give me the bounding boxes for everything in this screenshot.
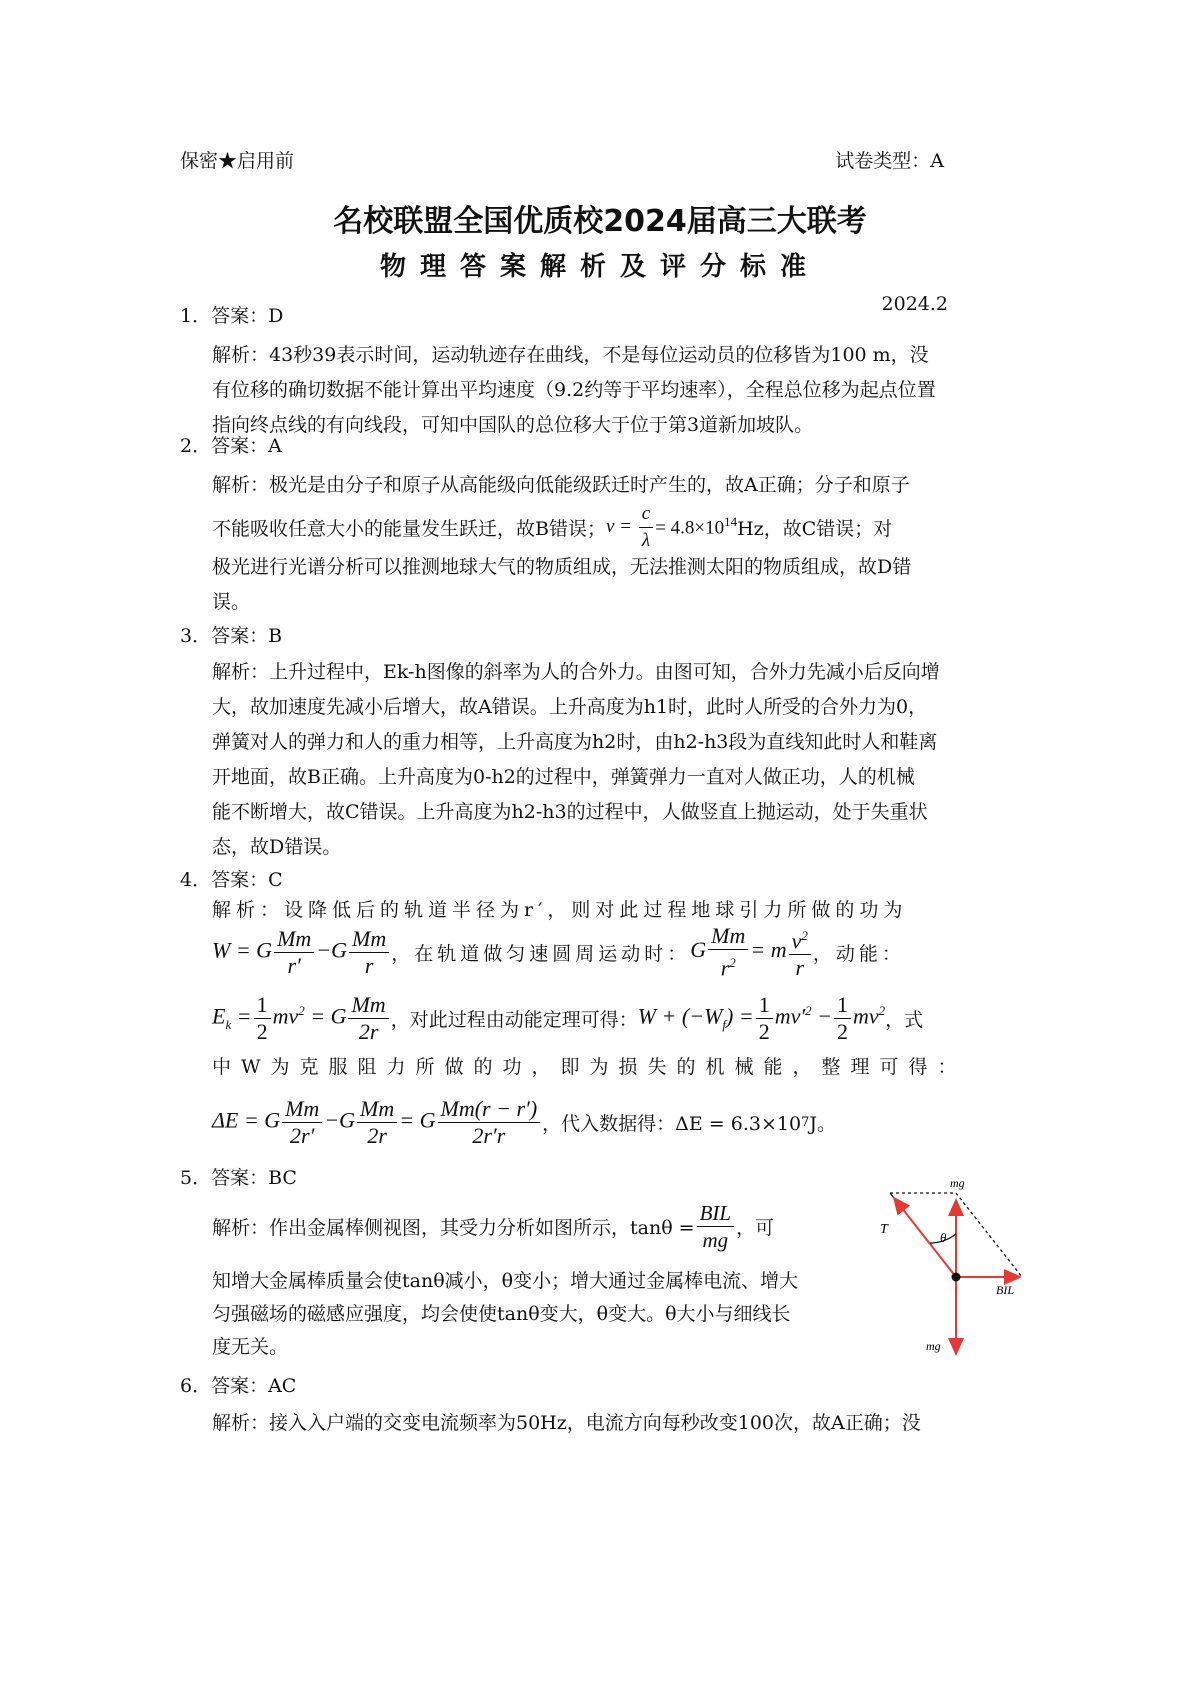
frequency-formula: ν = $\frac{c}{\lambda}$ — [606, 501, 655, 554]
q3-line-6: 态，故D错误。 — [212, 836, 342, 858]
q1-answer: 1．答案：D — [180, 305, 284, 327]
theta-label: θ — [940, 1230, 947, 1245]
tension-arrow — [894, 1198, 956, 1277]
q2-line-2-text: 不能吸收任意大小的能量发生跃迁，故B错误； — [212, 517, 606, 540]
mg-top-label: mg — [950, 1176, 965, 1190]
q6-answer: 6．答案：AC — [180, 1375, 297, 1397]
q5-line-2: 知增大金属棒质量会使tanθ减小，θ变小；增大通过金属棒电流、增大 — [212, 1270, 799, 1292]
bil-over-mg-fraction: $\frac{\text{BIL}}{mg}$ — [697, 1200, 735, 1253]
q5-answer: 5．答案：BC — [180, 1167, 297, 1189]
q3-line-1: 解析：上升过程中，Ek-h图像的斜率为人的合外力。由图可知，合外力先减小后反向增 — [212, 661, 940, 683]
q1-line-2: 有位移的确切数据不能计算出平均速度（9.2约等于平均速率），全程总位移为起点位置 — [212, 379, 936, 401]
q4-answer: 4．答案：C — [180, 869, 283, 891]
q5-line-3: 匀强磁场的磁感应强度，均会使使tanθ变大，θ变大。θ大小与细线长 — [212, 1303, 791, 1325]
q2-answer: 2．答案：A — [180, 435, 282, 457]
q4-line-3-mid: ，对此过程由动能定理可得： — [390, 1008, 638, 1031]
kinetic-energy-formula: $E_k$ = $\frac{1}{2}$ $mv^2 = G$ $\frac{Mm}{2r}$ — [212, 992, 391, 1045]
work-energy-theorem: $W + (-W_f)$ = $\frac{1}{2}$ $mv'^2$ − $\frac{1}{2}$ $mv^2$ — [637, 991, 886, 1044]
q5-line-1-end: ，可 — [736, 1216, 775, 1239]
q4-line-4: 中W为克服阻力所做的功，即为损失的机械能，整理可得： — [212, 1056, 967, 1078]
dashed-side-line — [956, 1193, 1022, 1277]
q5-line-1-text: 解析：作出金属棒侧视图，其受力分析如图所示，tanθ = — [212, 1216, 695, 1239]
q4-line-2-mid: ，在轨道做匀速圆周运动时： — [391, 942, 691, 965]
q4-line-1: 解析：设降低后的轨道半径为r′，则对此过程地球引力所做的功为 — [212, 899, 908, 921]
exam-date: 2024.2 — [881, 293, 948, 315]
q4-line-3 — [212, 988, 1020, 1048]
q2-line-1: 解析：极光是由分子和原子从高能级向低能级跃迁时产生的，故A正确；分子和原子 — [212, 474, 910, 496]
q5-line-1 — [212, 1200, 812, 1252]
confidential-mark: 保密★启用前 — [180, 150, 295, 172]
q3-line-3: 弹簧对人的弹力和人的重力相等，上升高度为h2时，由h2-h3段为直线知此时人和鞋离 — [212, 731, 938, 753]
q4-line-5-end: J。 — [809, 1112, 836, 1135]
energy-loss-formula: ΔE = G $\frac{Mm}{2r'}$ −G $\frac{Mm}{2r}$ = G $\frac{Mm(r - r')}{2r'r}$ — [212, 1096, 542, 1149]
tension-label: T — [880, 1222, 888, 1237]
q4-line-3-end: ，式 — [885, 1008, 924, 1031]
q3-line-2: 大，故加速度先减小后增大，故A错误。上升高度为h1时，此时人所受的合外力为0， — [212, 696, 928, 718]
q4-line-2 — [212, 922, 1020, 982]
frequency-value: = $4.8\times 10^{14}$ — [655, 514, 738, 539]
work-formula: W = G $\frac{Mm}{r'}$ −G $\frac{Mm}{r}$ — [212, 926, 391, 979]
q2-line-2 — [212, 502, 1020, 551]
metal-rod — [952, 1273, 961, 1282]
mg-bottom-label: mg — [926, 1339, 941, 1353]
circular-motion-formula: G $\frac{Mm}{r^2}$ = m $\frac{v^2}{r}$ — [690, 923, 813, 981]
q2-line-3: 极光进行光谱分析可以推测地球大气的物质组成，无法推测太阳的物质组成，故D错 — [212, 556, 912, 578]
q3-line-5: 能不断增大，故C错误。上升高度为h2-h3的过程中，人做竖直上抛运动，处于失重状 — [212, 801, 928, 823]
q6-line-1: 解析：接入入户端的交变电流频率为50Hz，电流方向每秒改变100次，故A正确；没 — [212, 1412, 921, 1434]
q5-line-4: 度无关。 — [212, 1336, 289, 1358]
page-subtitle: 物理答案解析及评分标准 — [379, 252, 820, 282]
q2-line-4: 误。 — [212, 591, 251, 613]
q4-line-2-end: ，动能： — [812, 942, 905, 965]
page-title: 名校联盟全国优质校2024届高三大联考 — [333, 204, 867, 239]
force-diagram — [880, 1170, 1080, 1400]
q4-line-5 — [212, 1092, 1020, 1152]
q3-line-4: 开地面，故B正确。上升高度为0-h2的过程中，弹簧弹力一直对人做正功，人的机械 — [212, 766, 915, 788]
q1-line-3: 指向终点线的有向线段，可知中国队的总位移大于位于第3道新加坡队。 — [212, 414, 814, 436]
q2-line-2-end: Hz，故C错误；对 — [737, 517, 893, 540]
q4-exponent: 7 — [801, 1114, 810, 1130]
q1-line-1: 解析：43秒39表示时间，运动轨迹存在曲线，不是每位运动员的位移皆为100 m，没 — [212, 344, 929, 366]
c-over-lambda-fraction: $\frac{c}{\lambda}$ — [639, 501, 653, 554]
bil-label: BIL — [996, 1283, 1014, 1297]
q3-answer: 3．答案：B — [180, 625, 283, 647]
q4-line-5-mid: ，代入数据得：ΔE = 6.3×10 — [542, 1112, 802, 1135]
paper-type: 试卷类型：A — [835, 150, 944, 172]
